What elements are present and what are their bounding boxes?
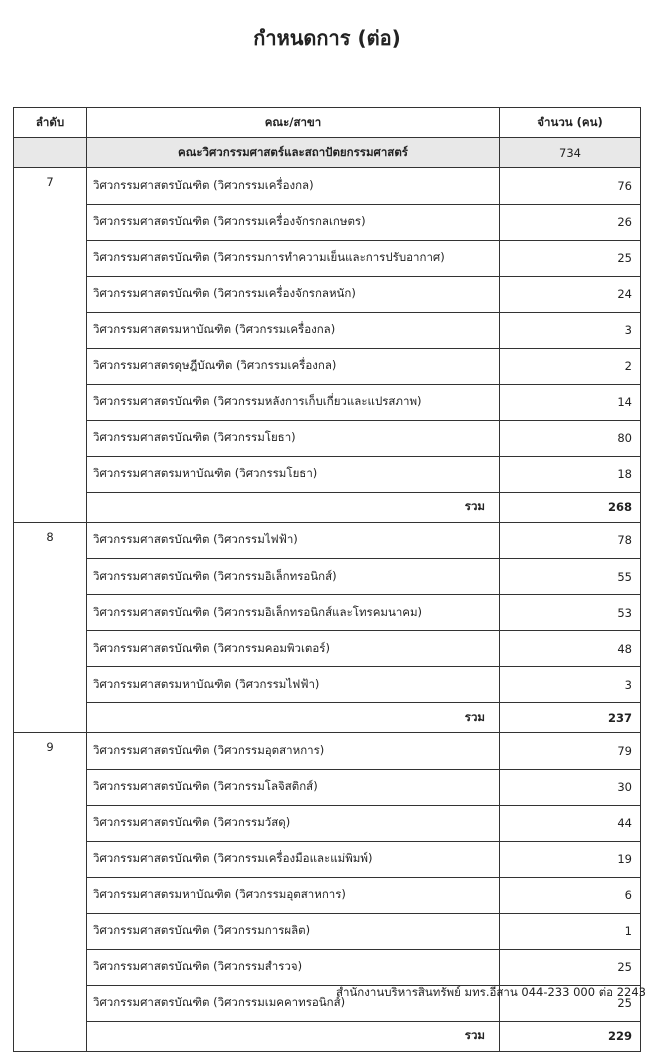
order-cell-empty <box>14 631 87 667</box>
program-count: 48 <box>500 631 641 667</box>
total-value: 229 <box>500 1021 641 1051</box>
program-name: วิศวกรรมศาสตรบัณฑิต (วิศวกรรมคอมพิวเตอร์) <box>87 631 500 667</box>
schedule-table <box>13 107 641 1052</box>
footer-contact: สำนักงานบริหารสินทรัพย์ มทร.อีสาน 044-233 000 ต่อ 2243 <box>335 985 646 999</box>
order-cell-empty <box>14 384 87 420</box>
total-label: รวม <box>87 1021 500 1051</box>
total-label: รวม <box>87 492 500 522</box>
total-label: รวม <box>87 703 500 733</box>
program-name: วิศวกรรมศาสตรบัณฑิต (วิศวกรรมโลจิสติกส์) <box>87 769 500 805</box>
page-title: กำหนดการ (ต่อ) <box>253 26 401 50</box>
order-cell-empty <box>14 841 87 877</box>
table-row <box>14 522 641 559</box>
table-row <box>14 595 641 631</box>
order-cell-empty <box>14 595 87 631</box>
table-row <box>14 276 641 312</box>
header-faculty: คณะ/สาขา <box>87 108 500 138</box>
program-name: วิศวกรรมศาสตรดุษฎีบัณฑิต (วิศวกรรมเครื่องกล) <box>87 348 500 384</box>
order-cell-empty <box>14 312 87 348</box>
program-count: 79 <box>500 733 641 770</box>
program-name: วิศวกรรมศาสตรบัณฑิต (วิศวกรรมการทำความเย็นและการปรับอากาศ) <box>87 240 500 276</box>
table-row <box>14 204 641 240</box>
program-name: วิศวกรรมศาสตรมหาบัณฑิต (วิศวกรรมเครื่องกล) <box>87 312 500 348</box>
program-count: 3 <box>500 312 641 348</box>
program-count: 55 <box>500 559 641 595</box>
program-count: 1 <box>500 913 641 949</box>
faculty-row <box>14 138 641 168</box>
program-count: 30 <box>500 769 641 805</box>
program-count: 76 <box>500 168 641 205</box>
table-row <box>14 348 641 384</box>
table-row <box>14 420 641 456</box>
program-name: วิศวกรรมศาสตรบัณฑิต (วิศวกรรมวัสดุ) <box>87 805 500 841</box>
program-name: วิศวกรรมศาสตรบัณฑิต (วิศวกรรมอุตสาหการ) <box>87 733 500 770</box>
program-name: วิศวกรรมศาสตรมหาบัณฑิต (วิศวกรรมโยธา) <box>87 456 500 492</box>
table-row <box>14 913 641 949</box>
program-count: 19 <box>500 841 641 877</box>
program-count: 25 <box>500 240 641 276</box>
order-cell-empty <box>14 1021 87 1051</box>
table-row <box>14 769 641 805</box>
order-cell-empty <box>14 276 87 312</box>
program-name: วิศวกรรมศาสตรบัณฑิต (วิศวกรรมเมคคาทรอนิกส์) <box>87 985 500 1021</box>
table-row <box>14 456 641 492</box>
order-cell-empty <box>14 456 87 492</box>
program-name: วิศวกรรมศาสตรบัณฑิต (วิศวกรรมหลังการเก็บเกี่ยวและแปรสภาพ) <box>87 384 500 420</box>
order-cell-empty <box>14 348 87 384</box>
order-cell-empty <box>14 559 87 595</box>
program-name: วิศวกรรมศาสตรบัณฑิต (วิศวกรรมการผลิต) <box>87 913 500 949</box>
order-cell-empty <box>14 949 87 985</box>
program-count: 78 <box>500 522 641 559</box>
order-cell-empty <box>14 240 87 276</box>
program-name: วิศวกรรมศาสตรบัณฑิต (วิศวกรรมเครื่องมือและแม่พิมพ์) <box>87 841 500 877</box>
total-row <box>14 1021 641 1051</box>
order-cell-empty <box>14 204 87 240</box>
table-row <box>14 559 641 595</box>
program-name: วิศวกรรมศาสตรบัณฑิต (วิศวกรรมสำรวจ) <box>87 949 500 985</box>
total-value: 237 <box>500 703 641 733</box>
group-order: 8 <box>14 522 87 559</box>
order-cell-empty <box>14 492 87 522</box>
program-name: วิศวกรรมศาสตรบัณฑิต (วิศวกรรมเครื่องจักรกลเกษตร) <box>87 204 500 240</box>
program-count: 18 <box>500 456 641 492</box>
order-cell-empty <box>14 805 87 841</box>
program-count: 3 <box>500 667 641 703</box>
program-count: 25 <box>500 985 641 1021</box>
table-row <box>14 841 641 877</box>
group-order: 9 <box>14 733 87 770</box>
program-name: วิศวกรรมศาสตรบัณฑิต (วิศวกรรมอิเล็กทรอนิกส์) <box>87 559 500 595</box>
table-row <box>14 312 641 348</box>
faculty-count: 734 <box>500 138 641 168</box>
program-name: วิศวกรรมศาสตรบัณฑิต (วิศวกรรมโยธา) <box>87 420 500 456</box>
order-cell-empty <box>14 985 87 1021</box>
table-row <box>14 877 641 913</box>
program-count: 25 <box>500 949 641 985</box>
header-count: จำนวน (คน) <box>500 108 641 138</box>
order-cell-empty <box>14 703 87 733</box>
order-cell-empty <box>14 667 87 703</box>
order-cell-empty <box>14 877 87 913</box>
program-name: วิศวกรรมศาสตรมหาบัณฑิต (วิศวกรรมไฟฟ้า) <box>87 667 500 703</box>
total-row <box>14 703 641 733</box>
table-row <box>14 384 641 420</box>
table-row <box>14 805 641 841</box>
program-count: 80 <box>500 420 641 456</box>
total-row <box>14 492 641 522</box>
header-order: ลำดับ <box>14 108 87 138</box>
program-name: วิศวกรรมศาสตรบัณฑิต (วิศวกรรมไฟฟ้า) <box>87 522 500 559</box>
total-value: 268 <box>500 492 641 522</box>
program-count: 14 <box>500 384 641 420</box>
table-row <box>14 240 641 276</box>
program-count: 53 <box>500 595 641 631</box>
table-row <box>14 667 641 703</box>
order-cell-empty <box>14 913 87 949</box>
table-row <box>14 168 641 205</box>
group-order: 7 <box>14 168 87 205</box>
program-count: 24 <box>500 276 641 312</box>
program-name: วิศวกรรมศาสตรบัณฑิต (วิศวกรรมเครื่องจักรกลหนัก) <box>87 276 500 312</box>
program-count: 2 <box>500 348 641 384</box>
order-cell-empty <box>14 769 87 805</box>
program-name: วิศวกรรมศาสตรบัณฑิต (วิศวกรรมอิเล็กทรอนิกส์และโทรคมนาคม) <box>87 595 500 631</box>
faculty-order-cell <box>14 138 87 168</box>
program-name: วิศวกรรมศาสตรมหาบัณฑิต (วิศวกรรมอุตสาหการ) <box>87 877 500 913</box>
program-count: 26 <box>500 204 641 240</box>
program-count: 6 <box>500 877 641 913</box>
table-row <box>14 631 641 667</box>
table-row <box>14 733 641 770</box>
table-row <box>14 949 641 985</box>
faculty-name: คณะวิศวกรรมศาสตร์และสถาปัตยกรรมศาสตร์ <box>87 138 500 168</box>
order-cell-empty <box>14 420 87 456</box>
program-name: วิศวกรรมศาสตรบัณฑิต (วิศวกรรมเครื่องกล) <box>87 168 500 205</box>
table-header-row <box>14 108 641 138</box>
program-count: 44 <box>500 805 641 841</box>
